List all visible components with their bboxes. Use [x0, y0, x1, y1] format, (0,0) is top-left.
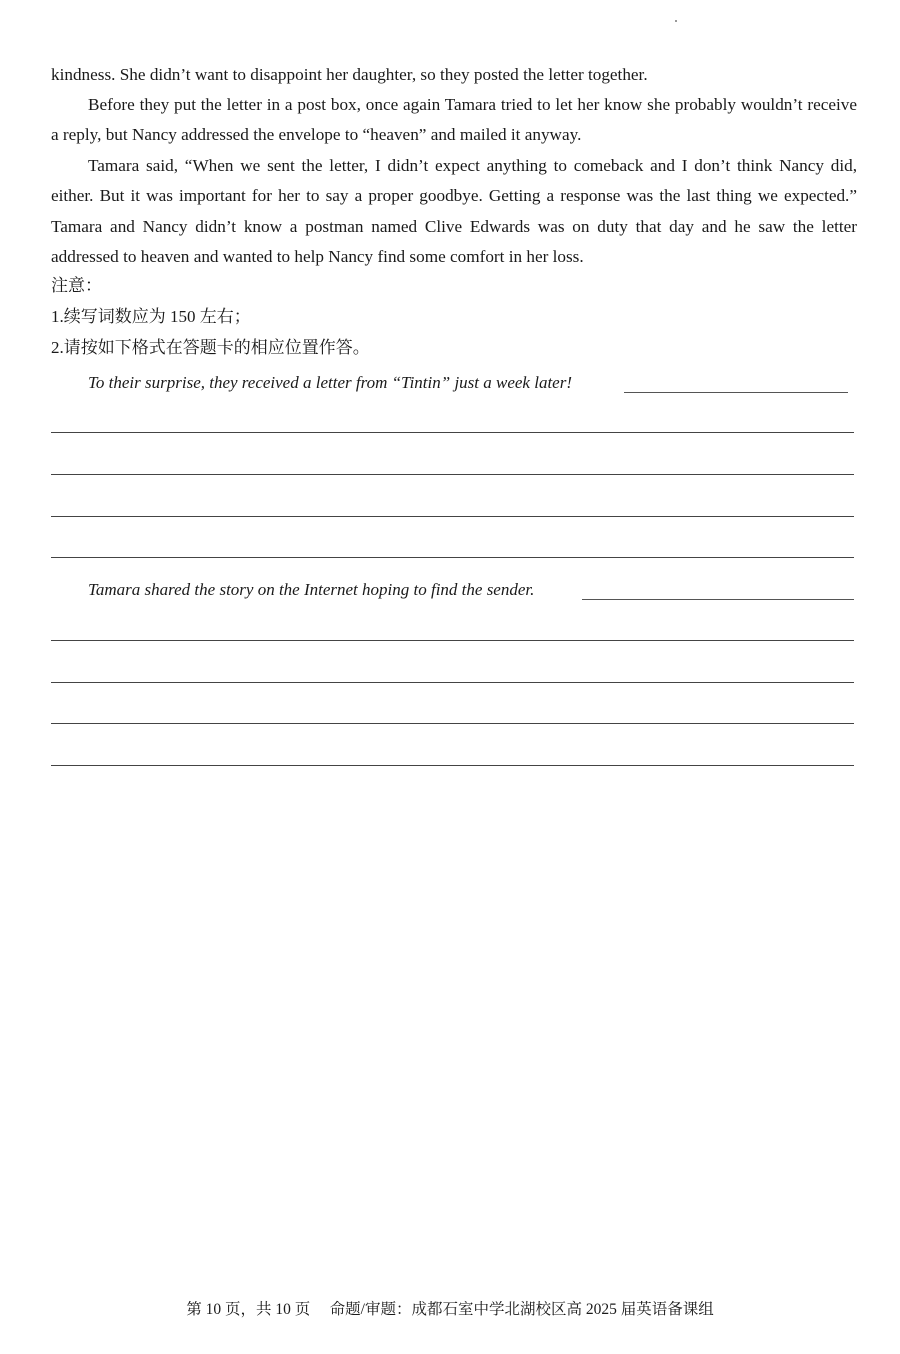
answer-line[interactable]: [51, 640, 854, 641]
passage-paragraph-3: Tamara said, “When we sent the letter, I didn’t expect anything to comeback and I don’t think Nancy did, either. But it was important for her to say a proper goodbye. Getting a response was the last thing we expected.” Tamara and Nancy didn’t know a postman named Clive Edwards was on duty that day and he saw the letter addressed to heaven and wanted to help Nancy find some comfort in her loss.: [51, 156, 857, 267]
speck-mark: [675, 20, 677, 22]
answer-line[interactable]: [51, 557, 854, 558]
notes-heading: 注意：: [51, 276, 102, 295]
passage-paragraph-1: kindness. She didn’t want to disappoint her daughter, so they posted the letter together.: [51, 65, 648, 84]
answer-line[interactable]: [51, 682, 854, 683]
continuation-prompt-2: Tamara shared the story on the Internet hoping to find the sender.: [88, 580, 535, 599]
page-footer: 第 10 页，共 10 页 命题/审题：成都石室中学北湖校区高 2025 届英语备课组: [186, 1301, 714, 1318]
answer-blank-inline-2[interactable]: [582, 599, 854, 600]
notes-item-word-count: 1.续写词数应为 150 左右；: [51, 307, 251, 326]
answer-line[interactable]: [51, 474, 854, 475]
continuation-prompt-1: To their surprise, they received a letter from “Tintin” just a week later!: [88, 373, 572, 392]
passage-paragraph-2: Before they put the letter in a post box, once again Tamara tried to let her know she probably wouldn’t receive a reply, but Nancy addressed the envelope to “heaven” and mailed it anyway.: [51, 95, 857, 145]
answer-line[interactable]: [51, 432, 854, 433]
answer-line[interactable]: [51, 723, 854, 724]
notes-item-format: 2.请按如下格式在答题卡的相应位置作答。: [51, 338, 370, 357]
answer-blank-inline-1[interactable]: [624, 392, 848, 393]
answer-line[interactable]: [51, 765, 854, 766]
answer-line[interactable]: [51, 516, 854, 517]
